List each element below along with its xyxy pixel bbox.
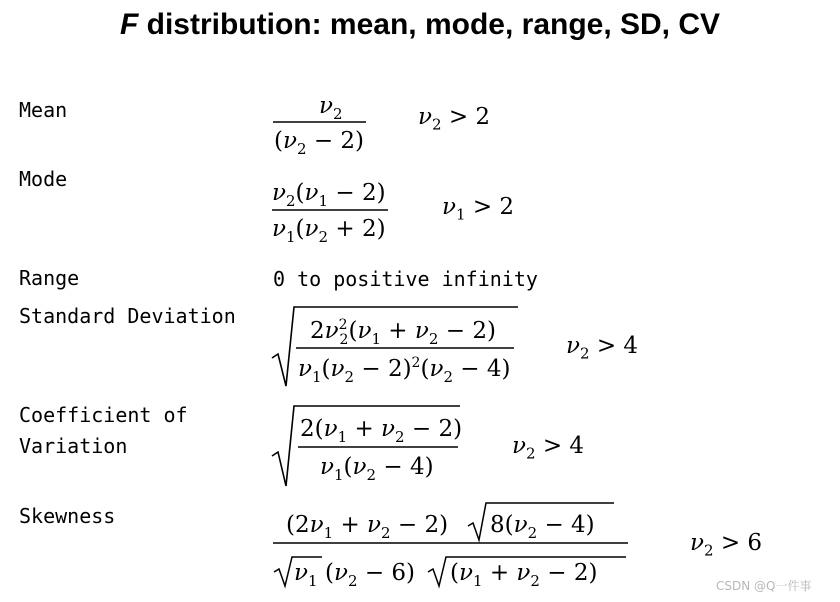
svg-text:(ν1 + ν2 − 2): $(\nu_1 + \nu_2 - 2)$ (450, 560, 598, 590)
svg-text:(ν2 − 6): $(\nu_2 - 6)$ (325, 560, 416, 590)
watermark: CSDN @Q一件事 (716, 579, 812, 593)
label-mean: Mean (19, 98, 68, 122)
svg-text:ν1(ν2 − 4): $\nu_1(\nu_2 - 4)$ (320, 454, 434, 484)
sd-condition: $\nu_2 > 4$ (566, 333, 639, 363)
svg-text:2ν22(ν1 + ν2 − 2): $2\nu^2$ $2(\nu_1 + \nu_2 - 2)$ (310, 317, 496, 348)
svg-text:ν1(ν2 + 2): $\nu_1(\nu_2 + 2)$ (272, 216, 386, 246)
svg-text:ν1: $\nu_1$ (294, 560, 318, 590)
label-coefficient-of-variation: Coefficient of Variation (19, 403, 188, 458)
sd-formula (270, 302, 530, 392)
svg-text:(2ν1 + ν2 − 2): $(2\nu_1 + \nu_2 - 2)$ (286, 512, 449, 542)
cv-condition: $\nu_2 > 4$ (512, 433, 585, 463)
svg-text:8(ν2 − 4): $8(\nu_2 - 4)$ (490, 512, 595, 542)
label-range: Range (19, 266, 80, 290)
range-value: 0 to positive infinity (273, 267, 538, 291)
label-mode: Mode (19, 167, 68, 191)
mean-condition: $\nu_2 > 2$ (418, 104, 491, 134)
svg-text:ν2: $\nu_2$ (319, 93, 343, 123)
svg-text:ν2(ν1 − 2): $\nu_2(\nu_1 - 2)$ (272, 180, 386, 210)
mean-formula (270, 86, 370, 158)
mode-formula (270, 174, 395, 246)
title-text: distribution: mean, mode, range, SD, CV (138, 8, 721, 41)
svg-text:2(ν1 + ν2 − 2): $2(\nu_1 + \nu_2 - 2)$ (300, 416, 463, 446)
svg-text:ν1(ν2 − 2)2(ν2 − 4): $\nu_1(\nu_2 - 2)^2(\nu_2 - 4)$ (298, 355, 511, 386)
label-standard-deviation: Standard Deviation (19, 304, 236, 328)
cv-formula (270, 400, 470, 490)
skewness-condition: $\nu_2 > 6$ (690, 530, 763, 560)
label-skewness: Skewness (19, 504, 116, 528)
title-variable: F (119, 8, 139, 41)
skewness-formula (270, 498, 640, 593)
mode-condition: $\nu_1 > 2$ (442, 194, 515, 224)
page-title (0, 8, 840, 42)
svg-text:(ν2 − 2): $(\nu_2 - 2)$ (274, 128, 365, 158)
